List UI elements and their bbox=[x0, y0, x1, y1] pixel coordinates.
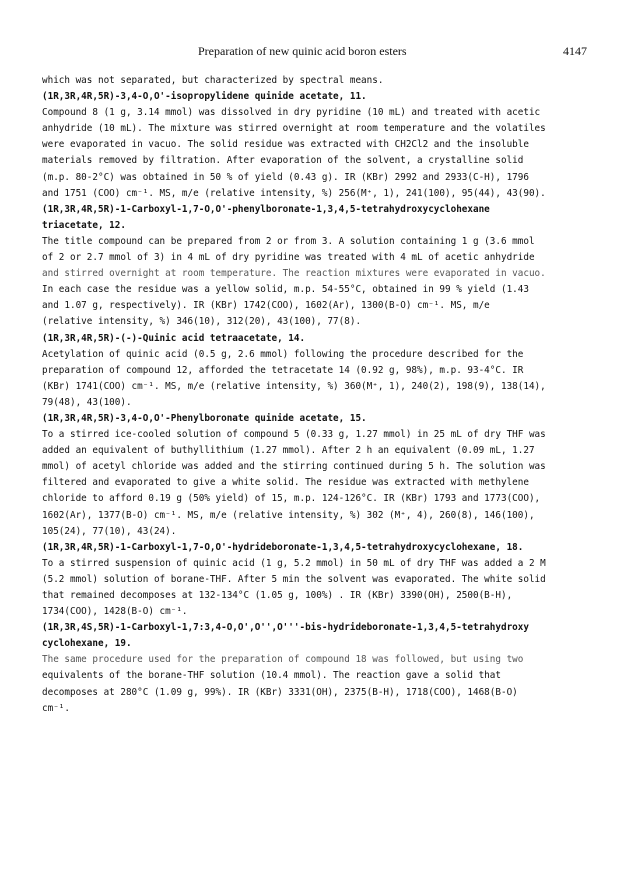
body-text-line: materials removed by filtration. After evaporation of the solvent, a crystalline solid bbox=[42, 155, 524, 167]
body-text-line: added an equivalent of buthyllithium (1.27 mmol). After 2 h an equivalent (0.09 mL, 1.27 bbox=[42, 445, 535, 457]
body-text-line: (m.p. 80-2°C) was obtained in 50 % of yield (0.43 g). IR (KBr) 2992 and 2933(C-H), 1796 bbox=[42, 171, 529, 183]
body-text-line: The title compound can be prepared from 2 or from 3. A solution containing 1 g (3.6 mmol bbox=[42, 235, 535, 247]
compound-heading-line: (1R,3R,4R,5R)-(-)-Quinic acid tetraacetate, 14. bbox=[42, 332, 306, 344]
body-text-line: cm⁻¹. bbox=[42, 702, 70, 714]
compound-heading-line: (1R,3R,4R,5R)-1-Carboxyl-1,7-O,O'-phenylboronate-1,3,4,5-tetrahydroxycyclohexane bbox=[42, 203, 490, 215]
body-text-line: and 1.07 g, respectively). IR (KBr) 1742(COO), 1602(Ar), 1300(B-O) cm⁻¹. MS, m/e bbox=[42, 300, 490, 312]
body-text-line: anhydride (10 mL). The mixture was stirred overnight at room temperature and the volatiles bbox=[42, 123, 546, 135]
body-text-line: mmol) of acetyl chloride was added and the stirring continued during 5 h. The solution was bbox=[42, 461, 546, 473]
compound-heading-line: (1R,3R,4R,5R)-3,4-O,O'-Phenylboronate quinide acetate, 15. bbox=[42, 412, 367, 424]
body-text-line: Compound 8 (1 g, 3.14 mmol) was dissolved in dry pyridine (10 mL) and treated with acetic bbox=[42, 107, 541, 119]
article-body bbox=[42, 73, 590, 717]
body-text-line: (KBr) 1741(COO) cm⁻¹. MS, m/e (relative intensity, %) 360(M⁺, 1), 240(2), 198(9), 138(14), bbox=[42, 380, 546, 392]
body-text-line: (5.2 mmol) solution of borane-THF. After 5 min the solvent was evaporated. The white solid bbox=[42, 573, 546, 585]
body-text-line: (relative intensity, %) 346(10), 312(20), 43(100), 77(8). bbox=[42, 316, 362, 328]
page-header bbox=[0, 44, 624, 60]
body-text-line: To a stirred suspension of quinic acid (1 g, 5.2 mmol) in 50 mL of dry THF was added a 2 M bbox=[42, 557, 546, 569]
body-text-line: In each case the residue was a yellow solid, m.p. 54-55°C, obtained in 99 % yield (1.43 bbox=[42, 284, 529, 296]
body-text-line: were evaporated in vacuo. The solid residue was extracted with CH2Cl2 and the insoluble bbox=[42, 139, 529, 151]
body-text-line: The same procedure used for the preparation of compound 18 was followed, but using two bbox=[42, 654, 524, 666]
body-text-line: that remained decomposes at 132-134°C (1.05 g, 100%) . IR (KBr) 3390(OH), 2500(B-H), bbox=[42, 590, 513, 601]
body-text-line: 105(24), 77(10), 43(24). bbox=[42, 525, 177, 537]
body-text-line: filtered and evaporated to give a white solid. The residue was extracted with methylene bbox=[42, 477, 529, 489]
compound-heading-line: (1R,3R,4S,5R)-1-Carboxyl-1,7:3,4-O,O',O'',O'''-bis-hydrideboronate-1,3,4,5-tetrahydroxy bbox=[42, 622, 529, 634]
compound-heading-line: (1R,3R,4R,5R)-1-Carboxyl-1,7-O,O'-hydrideboronate-1,3,4,5-tetrahydroxycyclohexane, 18. bbox=[42, 541, 524, 553]
compound-heading-line: (1R,3R,4R,5R)-3,4-O,O'-isopropylidene quinide acetate, 11. bbox=[42, 91, 367, 103]
running-title: Preparation of new quinic acid boron esters bbox=[198, 44, 407, 58]
body-text-line: equivalents of the borane-THF solution (10.4 mmol). The reaction gave a solid that bbox=[42, 670, 501, 682]
body-text-line: Acetylation of quinic acid (0.5 g, 2.6 mmol) following the procedure described for the bbox=[42, 348, 524, 360]
body-text-line: 1602(Ar), 1377(B-O) cm⁻¹. MS, m/e (relative intensity, %) 302 (M⁺, 4), 260(8), 146(100), bbox=[42, 509, 535, 521]
body-text-line: of 2 or 2.7 mmol of 3) in 4 mL of dry pyridine was treated with 4 mL of acetic anhydride bbox=[42, 252, 535, 264]
body-text-line: 1734(COO), 1428(B-O) cm⁻¹. bbox=[42, 606, 188, 618]
body-text-line: 79(48), 43(100). bbox=[42, 396, 132, 408]
body-text-line: and 1751 (COO) cm⁻¹. MS, m/e (relative intensity, %) 256(M⁺, 1), 241(100), 95(44), 43(90). bbox=[42, 187, 546, 199]
compound-heading-line: cyclohexane, 19. bbox=[42, 638, 132, 650]
compound-heading-line: triacetate, 12. bbox=[42, 219, 126, 231]
body-text-line: To a stirred ice-cooled solution of compound 5 (0.33 g, 1.27 mmol) in 25 mL of dry THF was bbox=[42, 429, 546, 441]
body-text-line: decomposes at 280°C (1.09 g, 99%). IR (KBr) 3331(OH), 2375(B-H), 1718(COO), 1468(B-O) bbox=[42, 686, 518, 698]
body-text-line: and stirred overnight at room temperature. The reaction mixtures were evaporated in vacuo. bbox=[42, 268, 546, 280]
body-text-line: chloride to afford 0.19 g (50% yield) of 15, m.p. 124-126°C. IR (KBr) 1793 and 1773(COO), bbox=[42, 493, 541, 505]
page-number: 4147 bbox=[563, 44, 587, 58]
body-text-line: preparation of compound 12, afforded the tetracetate 14 (0.92 g, 98%), m.p. 93-4°C. IR bbox=[42, 364, 524, 376]
body-text-line: which was not separated, but characterized by spectral means. bbox=[42, 75, 384, 86]
